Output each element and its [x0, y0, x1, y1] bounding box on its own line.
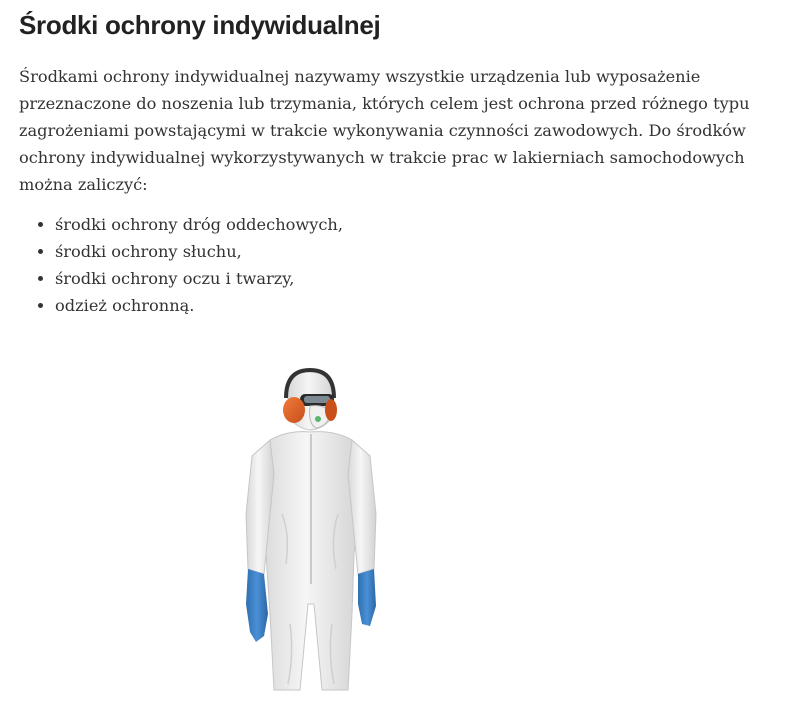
list-item: • środki ochrony oczu i twarzy, — [55, 265, 779, 292]
ppe-list — [19, 211, 779, 319]
list-item: • środki ochrony słuchu, — [55, 238, 779, 265]
list-item: • środki ochrony dróg oddechowych, — [55, 211, 779, 238]
protective-suit-image — [230, 364, 390, 694]
page-title: Środki ochrony indywidualnej — [19, 10, 381, 40]
list-item: • odzież ochronną. — [55, 292, 779, 319]
article — [19, 0, 779, 319]
intro-paragraph: Środkami ochrony indywidualnej nazywamy wszystkie urządzenia lub wyposażenie przeznaczone do noszenia lub trzymania, których celem jest ochrona przed różnego typu zagrożeniami powstającymi w trakcie wykonywania czynności zawodowych. Do środków ochrony indywidualnej wykorzystywanych w trakcie prac w lakierniach samochodowych można zaliczyć: — [19, 67, 750, 194]
